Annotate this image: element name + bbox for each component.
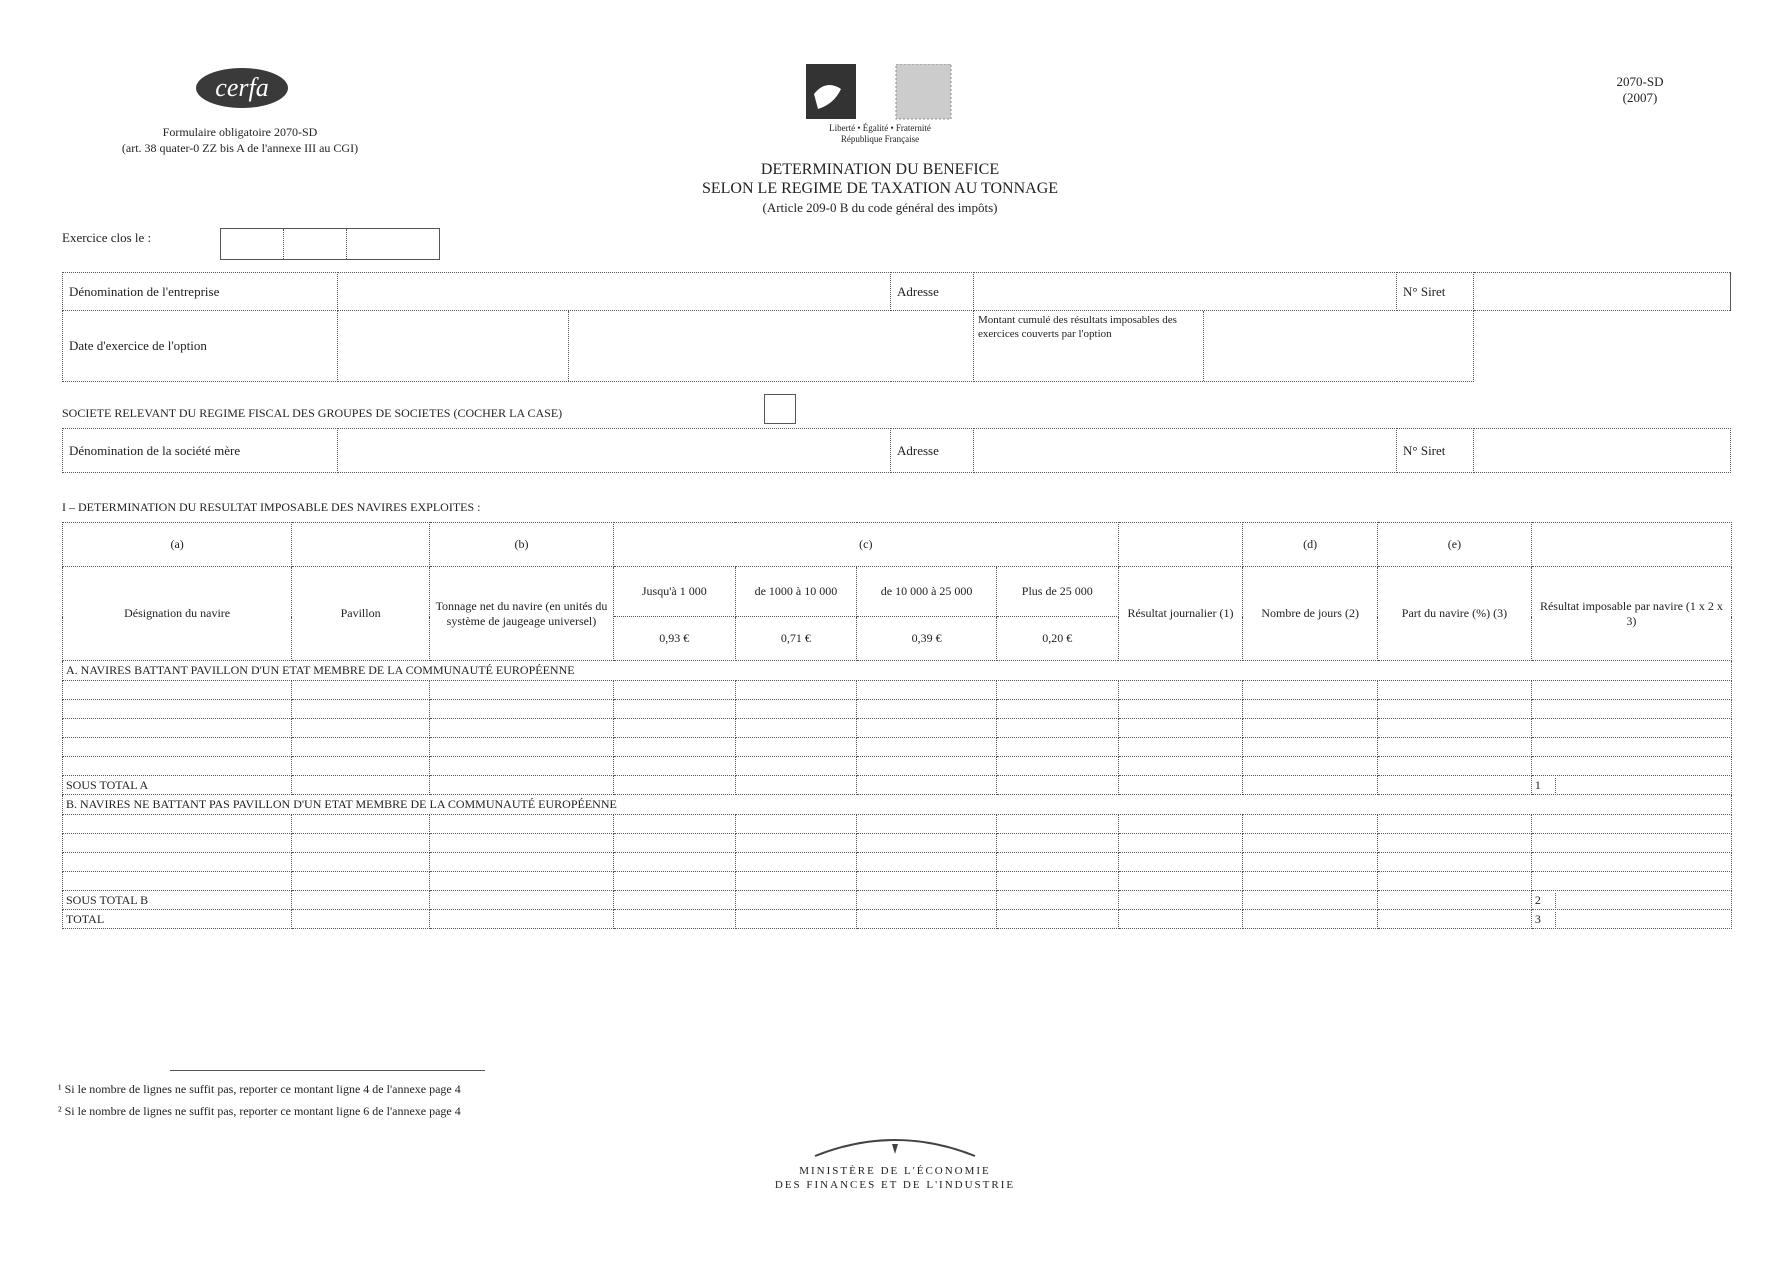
form-mandatory-note [30, 124, 450, 156]
ministry-line1: MINISTÈRE DE L'ÉCONOMIE [799, 1165, 991, 1177]
form-reference [1580, 74, 1700, 106]
section-title: I – DETERMINATION DU RESULTAT IMPOSABLE DES NAVIRES EXPLOITES : [62, 500, 481, 514]
montant-cell [974, 311, 1474, 382]
sous-total-b-row [63, 891, 1732, 910]
header-tranche-1: Jusqu'à 1 000 [613, 567, 735, 617]
col-ref-a: (a) [63, 523, 292, 567]
table-row[interactable] [63, 757, 1732, 776]
sous-total-b-value[interactable] [1531, 891, 1731, 910]
denomination-label: Dénomination de l'entreprise [63, 273, 338, 311]
exercice-year-cell[interactable] [347, 229, 439, 259]
section-b-title: B. NAVIRES NE BATTANT PAS PAVILLON D'UN ETAT MEMBRE DE LA COMMUNAUTÉ EUROPÉENNE [63, 795, 1732, 815]
date-option-input[interactable] [338, 311, 569, 381]
empty-cell [1474, 311, 1731, 382]
exercice-label: Exercice clos le : [62, 230, 152, 245]
header-pavillon: Pavillon [292, 567, 430, 661]
mere-input[interactable] [338, 429, 891, 473]
sous-total-b-label: SOUS TOTAL B [63, 891, 292, 910]
col-ref-empty2 [1118, 523, 1243, 567]
siret-label: N° Siret [1397, 273, 1474, 311]
date-option-cell [338, 311, 974, 382]
cerfa-logo: cerfa [196, 68, 288, 108]
montant-label: Montant cumulé des résultats imposables des exercices couverts par l'option [974, 311, 1204, 381]
exercice-date-field[interactable] [220, 228, 440, 260]
footnote-1: ¹ Si le nombre de lignes ne suffit pas, reporter ce montant ligne 4 de l'annexe page 4 [58, 1082, 461, 1096]
ministry-line2: DES FINANCES ET DE L'INDUSTRIE [774, 1179, 1016, 1191]
table-row[interactable] [63, 719, 1732, 738]
table-row[interactable] [63, 834, 1732, 853]
form-title [560, 160, 1200, 217]
form-code: 2070-SD [1616, 74, 1664, 89]
form-title-article: (Article 209-0 B du code général des impôts) [762, 200, 998, 215]
section-a-title: A. NAVIRES BATTANT PAVILLON D'UN ETAT MEMBRE DE LA COMMUNAUTÉ EUROPÉENNE [63, 661, 1732, 681]
header-resultat-imposable: Résultat imposable par navire (1 x 2 x 3) [1531, 567, 1731, 661]
col-ref-empty [292, 523, 430, 567]
republic-motto-line: Liberté • Égalité • Fraternité [829, 123, 931, 133]
header-tranche-2: de 1000 à 10 000 [735, 567, 857, 617]
col-ref-e: (e) [1378, 523, 1532, 567]
footnote-divider [170, 1070, 485, 1071]
header-tonnage: Tonnage net du navire (en unités du système de jaugeage universel) [429, 567, 613, 661]
navires-table [62, 522, 1732, 929]
groupe-label: SOCIETE RELEVANT DU REGIME FISCAL DES GROUPES DE SOCIETES (COCHER LA CASE) [62, 406, 563, 420]
table-row[interactable] [63, 815, 1732, 834]
adresse-label: Adresse [891, 273, 974, 311]
footnote-2: ² Si le nombre de lignes ne suffit pas, reporter ce montant ligne 6 de l'annexe page 4 [58, 1104, 461, 1118]
mere-label: Dénomination de la société mère [63, 429, 338, 473]
header-tranche-4: Plus de 25 000 [996, 567, 1118, 617]
form-mandatory-line: Formulaire obligatoire 2070-SD [162, 125, 318, 139]
col-ref-d: (d) [1243, 523, 1378, 567]
header-rate-4: 0,20 € [996, 617, 1118, 661]
table-row[interactable] [63, 872, 1732, 891]
form-year: (2007) [1622, 90, 1658, 105]
sous-total-a-label: SOUS TOTAL A [63, 776, 292, 795]
ref-3: 3 [1535, 912, 1556, 927]
header-rate-2: 0,71 € [735, 617, 857, 661]
table-row[interactable] [63, 681, 1732, 700]
montant-input[interactable] [1204, 311, 1473, 381]
col-ref-c: (c) [613, 523, 1118, 567]
col-ref-b: (b) [429, 523, 613, 567]
groupe-checkbox[interactable] [764, 394, 796, 424]
mere-adresse-input[interactable] [974, 429, 1397, 473]
total-label: TOTAL [63, 910, 292, 929]
header-tranche-3: de 10 000 à 25 000 [857, 567, 997, 617]
ref-1: 1 [1535, 778, 1556, 793]
date-option-label: Date d'exercice de l'option [63, 311, 338, 382]
header-rate-1: 0,93 € [613, 617, 735, 661]
header-nombre-jours: Nombre de jours (2) [1243, 567, 1378, 661]
form-article-line: (art. 38 quater-0 ZZ bis A de l'annexe III au CGI) [121, 141, 359, 155]
mere-siret-label: N° Siret [1397, 429, 1474, 473]
form-title-line1: DETERMINATION DU BENEFICE [760, 161, 1000, 178]
exercice-day-cell[interactable] [221, 229, 284, 259]
siret-input[interactable] [1474, 273, 1731, 311]
exercice-month-cell[interactable] [284, 229, 347, 259]
mere-siret-input[interactable] [1474, 429, 1731, 473]
ref-2: 2 [1535, 893, 1556, 908]
header-resultat-journalier: Résultat journalier (1) [1118, 567, 1243, 661]
form-title-line2: SELON LE REGIME DE TAXATION AU TONNAGE [701, 180, 1059, 197]
table-row[interactable] [63, 700, 1732, 719]
table-row[interactable] [63, 853, 1732, 872]
denomination-input[interactable] [338, 273, 891, 311]
republic-motto [770, 123, 990, 145]
col-ref-empty3 [1531, 523, 1731, 567]
table-row[interactable] [63, 738, 1732, 757]
total-row [63, 910, 1732, 929]
mere-adresse-label: Adresse [891, 429, 974, 473]
header-designation: Désignation du navire [63, 567, 292, 661]
republic-name: République Française [840, 134, 920, 144]
enterprise-table [62, 272, 1731, 382]
sous-total-a-value[interactable] [1531, 776, 1731, 795]
header-part-navire: Part du navire (%) (3) [1378, 567, 1532, 661]
marianne-emblem-icon [806, 64, 956, 124]
date-option-spacer [569, 311, 973, 381]
total-value[interactable] [1531, 910, 1731, 929]
ministry-logo [730, 1130, 1060, 1192]
sous-total-a-row [63, 776, 1732, 795]
header-rate-3: 0,39 € [857, 617, 997, 661]
societe-mere-table [62, 428, 1731, 473]
ministry-arc-icon [795, 1130, 995, 1160]
adresse-input[interactable] [974, 273, 1397, 311]
